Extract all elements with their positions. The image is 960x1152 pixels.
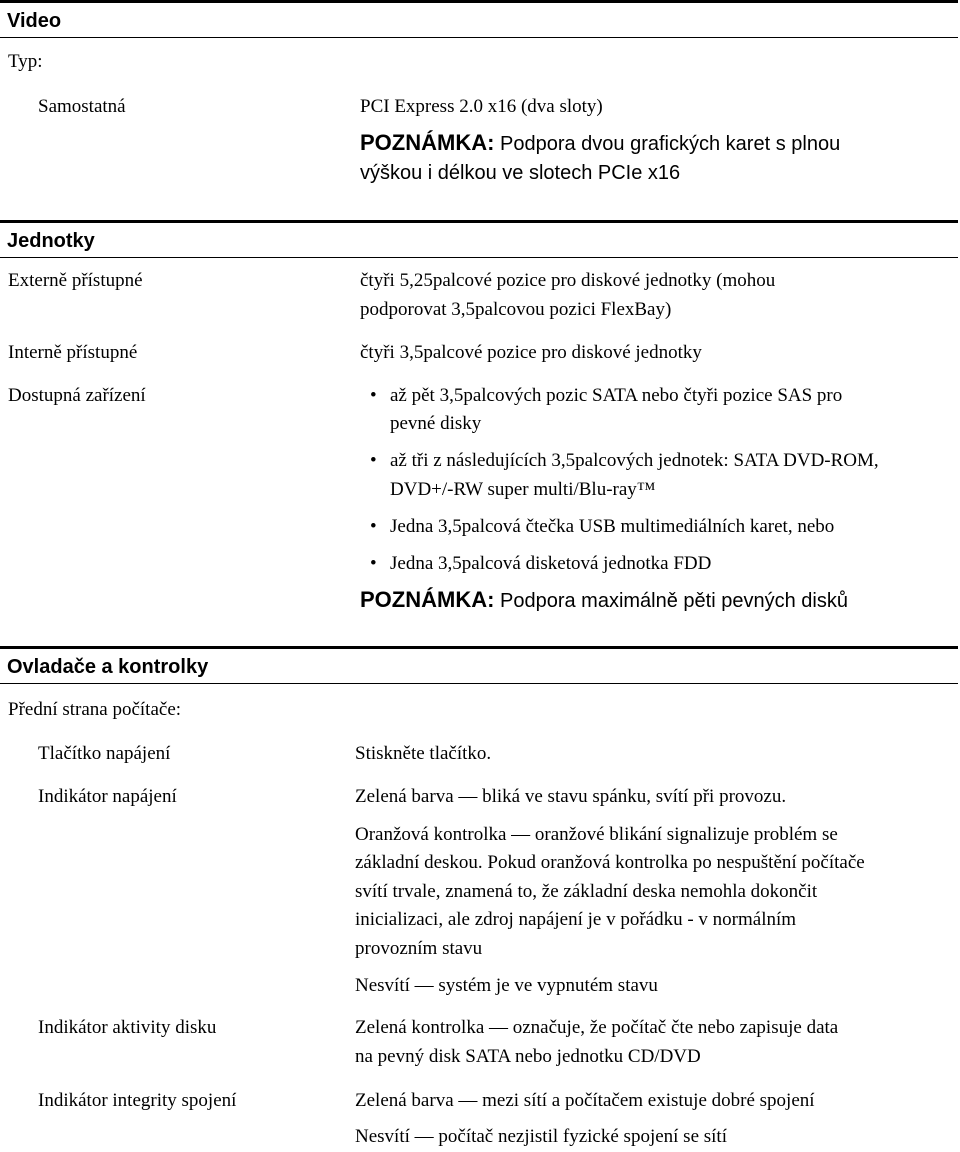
drives-note-label: POZNÁMKA:	[360, 587, 495, 612]
video-discrete-value: PCI Express 2.0 x16 (dva sloty)	[360, 96, 603, 117]
bullet-dot: •	[370, 450, 377, 471]
power-button-label: Tlačítko napájení	[38, 743, 171, 764]
drives-internal-value: čtyři 3,5palcové pozice pro diskové jednotky	[360, 342, 702, 363]
power-light-amber-line2: základní deskou. Pokud oranžová kontrolka po nespuštění počítače	[355, 852, 865, 873]
video-note-label: POZNÁMKA:	[360, 130, 495, 155]
section-header-controls: Ovladače a kontrolky	[0, 646, 958, 684]
disk-light-line2: na pevný disk SATA nebo jednotku CD/DVD	[355, 1046, 701, 1067]
disk-light-line1: Zelená kontrolka — označuje, že počítač čte nebo zapisuje data	[355, 1017, 839, 1038]
link-light-label: Indikátor integrity spojení	[38, 1090, 237, 1111]
bullet-dot: •	[370, 516, 377, 537]
bullet-item-2-line2: DVD+/-RW super multi/Blu-ray™	[390, 479, 656, 500]
bullet-item-4: Jedna 3,5palcová disketová jednotka FDD	[390, 553, 712, 574]
bullet-dot: •	[370, 385, 377, 406]
video-note-line2: výškou i délkou ve slotech PCIe x16	[360, 162, 681, 184]
power-light-green: Zelená barva — bliká ve stavu spánku, svítí při provozu.	[355, 786, 787, 807]
drives-note-text: Podpora maximálně pěti pevných disků	[500, 590, 848, 612]
power-light-amber-line4: inicializaci, ale zdroj napájení je v pořádku - v normálním	[355, 909, 797, 930]
drives-internal-label: Interně přístupné	[8, 342, 138, 363]
link-light-off: Nesvítí — počítač nezjistil fyzické spojení se sítí	[355, 1126, 727, 1147]
power-light-amber-line3: svítí trvale, znamená to, že základní deska nemohla dokončit	[355, 881, 818, 902]
bullet-item-2-line1: až tři z následujících 3,5palcových jednotek: SATA DVD-ROM,	[390, 450, 879, 471]
video-type-label: Typ:	[8, 51, 43, 72]
section-header-drives: Jednotky	[0, 220, 958, 258]
drives-external-line1: čtyři 5,25palcové pozice pro diskové jednotky (mohou	[360, 270, 776, 291]
power-light-amber-line1: Oranžová kontrolka — oranžové blikání signalizuje problém se	[355, 824, 838, 845]
video-discrete-label: Samostatná	[38, 96, 126, 117]
controls-front-label: Přední strana počítače:	[8, 699, 182, 720]
drives-external-line2: podporovat 3,5palcovou pozici FlexBay)	[360, 299, 672, 320]
disk-light-label: Indikátor aktivity disku	[38, 1017, 217, 1038]
video-note-line1: Podpora dvou grafických karet s plnou	[500, 133, 841, 155]
bullet-item-3: Jedna 3,5palcová čtečka USB multimediálních karet, nebo	[390, 516, 835, 537]
bullet-dot: •	[370, 553, 377, 574]
bullet-item-1-line1: až pět 3,5palcových pozic SATA nebo čtyři pozice SAS pro	[390, 385, 843, 406]
bullet-item-1-line2: pevné disky	[390, 413, 482, 434]
drives-external-label: Externě přístupné	[8, 270, 143, 291]
link-light-green: Zelená barva — mezi sítí a počítačem existuje dobré spojení	[355, 1090, 815, 1111]
power-button-value: Stiskněte tlačítko.	[355, 743, 492, 764]
drives-available-label: Dostupná zařízení	[8, 385, 146, 406]
drives-note	[360, 586, 848, 615]
video-note	[360, 129, 840, 158]
power-light-off: Nesvítí — systém je ve vypnutém stavu	[355, 975, 658, 996]
section-header-video: Video	[0, 0, 958, 38]
power-light-label: Indikátor napájení	[38, 786, 177, 807]
power-light-amber-line5: provozním stavu	[355, 938, 483, 959]
